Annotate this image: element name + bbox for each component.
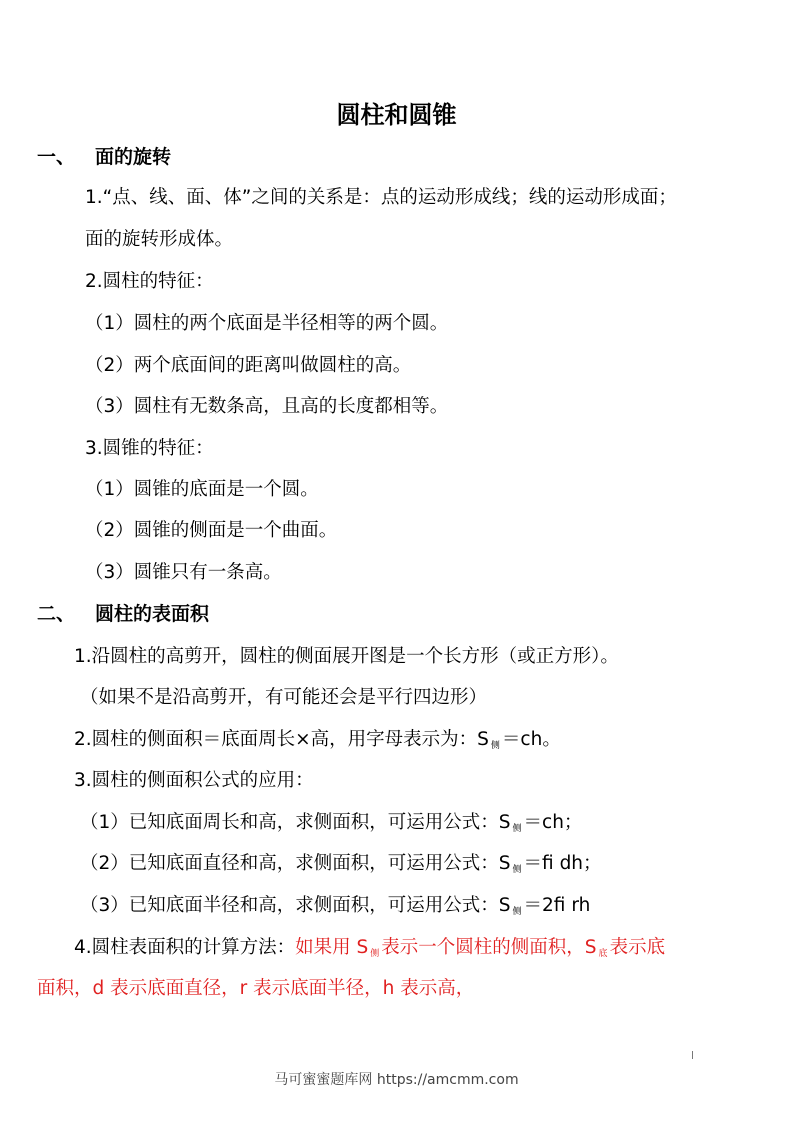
paragraph: 3.圆锥的特征： [85,438,214,459]
formula-line [80,809,582,837]
paragraph: 面的旋转形成体。 [85,229,234,250]
formula-text: （2）已知底面直径和高，求侧面积，可运用公式：S [80,853,511,874]
subscript: 侧 [490,741,500,751]
page-marker [692,1051,693,1059]
emphasis-text: 如果用 S [295,937,369,958]
footer-watermark: 马可蜜蜜题库网 https://amcmm.com [274,1072,519,1088]
formula-text: （3）已知底面半径和高，求侧面积，可运用公式：S [80,895,511,916]
formula-text: ＝ﬁ dh； [523,853,602,874]
section-number: 二、 [37,603,76,625]
paragraph: 1.“点、线、面、体”之间的关系是：点的运动形成线；线的运动形成面； [85,187,677,208]
list-item: （3）圆锥只有一条高。 [85,562,282,583]
list-item: （1）圆柱的两个底面是半径相等的两个圆。 [85,313,449,334]
paragraph: （如果不是沿高剪开，有可能还会是平行四边形） [80,687,488,708]
formula-text: ＝2ﬁ rh [523,895,591,916]
formula-line [74,934,665,962]
formula-line [80,850,602,878]
page-title: 圆柱和圆锥 [336,101,457,129]
section-heading-2 [37,600,209,628]
emphasis-text: 表示底 [609,937,666,958]
formula-line [74,726,561,754]
formula-text: ＝ch。 [501,729,561,750]
formula-line [80,892,590,920]
paragraph: 1.沿圆柱的高剪开，圆柱的侧面展开图是一个长方形（或正方形）。 [74,646,619,667]
section-heading-1 [37,143,171,171]
section-title: 圆柱的表面积 [95,603,210,625]
formula-text: 2.圆柱的侧面积＝底面周长×高，用字母表示为：S [74,729,489,750]
subscript: 底 [598,949,608,959]
subscript: 侧 [512,907,522,917]
paragraph-lead: 4.圆柱表面积的计算方法： [74,937,296,958]
formula-text: ＝ch； [523,812,583,833]
paragraph: 2.圆柱的特征： [85,271,214,292]
list-item: （2）圆锥的侧面是一个曲面。 [85,520,338,541]
list-item: （1）圆锥的底面是一个圆。 [85,479,319,500]
paragraph: 3.圆柱的侧面积公式的应用： [74,770,314,791]
subscript: 侧 [512,865,522,875]
section-title: 面的旋转 [95,146,172,168]
emphasis-text: 表示一个圆柱的侧面积，S [381,937,597,958]
section-number: 一、 [37,146,76,168]
formula-text: （1）已知底面周长和高，求侧面积，可运用公式：S [80,812,511,833]
subscript: 侧 [512,824,522,834]
list-item: （2）两个底面间的距离叫做圆柱的高。 [85,355,412,376]
list-item: （3）圆柱有无数条高，且高的长度都相等。 [85,396,449,417]
emphasis-text: 面积，d 表示底面直径，r 表示底面半径，h 表示高， [37,978,475,999]
subscript: 侧 [370,949,380,959]
